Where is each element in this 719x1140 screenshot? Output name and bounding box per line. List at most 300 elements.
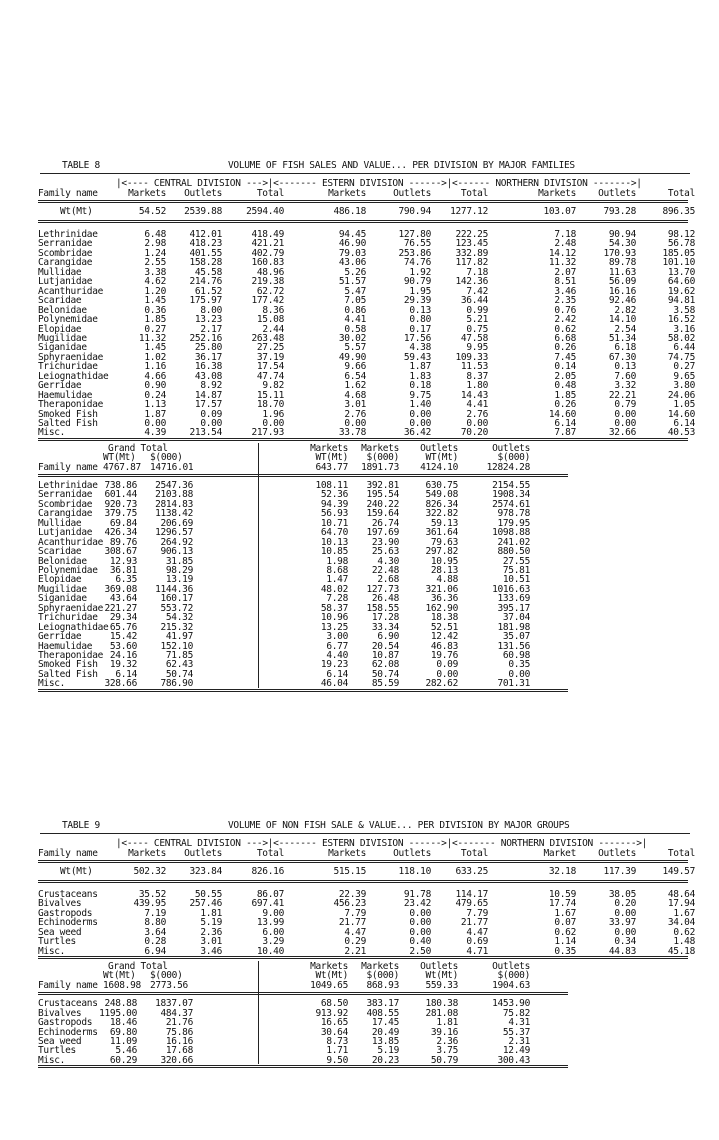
table-cell: 123.45 bbox=[455, 238, 488, 250]
table-cell: 195.54 bbox=[366, 489, 399, 501]
col-header: Total bbox=[667, 188, 695, 199]
table-cell: 27.25 bbox=[256, 342, 284, 354]
table-cell: 23.42 bbox=[403, 898, 431, 910]
table-cell: 0.13 bbox=[409, 304, 431, 316]
table-cell: 43.64 bbox=[109, 593, 137, 605]
table-cell: 17.57 bbox=[194, 399, 222, 411]
table-cell: 0.17 bbox=[409, 323, 431, 335]
table-cell: 6.68 bbox=[554, 332, 576, 344]
totals-header: 1049.65 bbox=[310, 980, 348, 992]
col-header: Markets bbox=[328, 848, 366, 859]
table-cell: 40.53 bbox=[667, 427, 695, 439]
table-cell: 62.43 bbox=[165, 659, 193, 671]
table-cell: 222.25 bbox=[455, 229, 488, 240]
table-cell: 6.77 bbox=[326, 640, 348, 652]
family-name: Theraponidae bbox=[38, 650, 104, 661]
table-cell: 0.27 bbox=[144, 323, 166, 335]
table-cell: 6.00 bbox=[262, 926, 284, 938]
table-cell: 4.88 bbox=[436, 574, 458, 586]
wt-value: 896.35 bbox=[662, 206, 695, 217]
table-cell: 38.05 bbox=[608, 889, 636, 900]
table-cell: 10.87 bbox=[371, 650, 399, 661]
table-cell: 456.23 bbox=[333, 898, 366, 910]
table-cell: 54.30 bbox=[608, 238, 636, 250]
totals-header: $(000) bbox=[497, 451, 530, 463]
table-cell: 17.45 bbox=[371, 1017, 399, 1029]
table-cell: 197.69 bbox=[366, 527, 399, 539]
table-cell: 35.07 bbox=[502, 631, 530, 643]
table-cell: 17.28 bbox=[371, 612, 399, 624]
table-cell: 383.17 bbox=[366, 998, 399, 1010]
wt-value: 515.15 bbox=[333, 866, 366, 877]
table-cell: 0.00 bbox=[409, 907, 431, 919]
wt-value: 790.94 bbox=[398, 206, 431, 217]
wt-value: 826.16 bbox=[251, 866, 284, 877]
table-cell: 162.90 bbox=[425, 602, 458, 614]
table-cell: 1144.36 bbox=[155, 583, 193, 595]
table-cell: 9.50 bbox=[326, 1054, 348, 1066]
table-cell: 2.31 bbox=[508, 1035, 530, 1047]
table-cell: 48.96 bbox=[256, 266, 284, 278]
table-cell: 4.47 bbox=[344, 926, 366, 938]
table-cell: 3.75 bbox=[436, 1045, 458, 1057]
col-header: Total bbox=[667, 848, 695, 859]
table-cell: 36.36 bbox=[430, 593, 458, 605]
family-name: Misc. bbox=[38, 427, 66, 439]
table-cell: 22.39 bbox=[338, 889, 366, 900]
table-cell: 7.19 bbox=[144, 907, 166, 919]
table-cell: 16.16 bbox=[165, 1035, 193, 1047]
totals-family-name: Family name bbox=[38, 461, 98, 473]
table-cell: 175.97 bbox=[189, 295, 222, 307]
table-cell: 1.20 bbox=[144, 285, 166, 297]
table-cell: 300.43 bbox=[497, 1054, 530, 1066]
wt-value: 117.39 bbox=[603, 866, 636, 877]
grand-total-label: Grand Total bbox=[108, 961, 168, 973]
table-label: TABLE 9 bbox=[62, 820, 100, 831]
totals-header: WT(Mt) bbox=[425, 451, 458, 463]
table-cell: 0.09 bbox=[200, 408, 222, 420]
table-cell: 630.75 bbox=[425, 479, 458, 491]
table-cell: 13.70 bbox=[667, 266, 695, 278]
table-cell: 36.42 bbox=[403, 427, 431, 439]
grand-total-label: Grand Total bbox=[108, 442, 168, 454]
table-cell: 264.92 bbox=[160, 536, 193, 548]
table-cell: 7.18 bbox=[466, 266, 488, 278]
table-cell: 76.55 bbox=[403, 238, 431, 250]
totals-header: Markets bbox=[310, 442, 348, 454]
col-header: Outlets bbox=[393, 848, 431, 859]
table-rule bbox=[38, 880, 688, 883]
table-cell: 49.90 bbox=[338, 351, 366, 363]
table-cell: 13.25 bbox=[320, 621, 348, 633]
table-cell: 17.68 bbox=[165, 1045, 193, 1057]
table-cell: 2.68 bbox=[377, 574, 399, 586]
table-cell: 0.62 bbox=[554, 323, 576, 335]
table-cell: 0.75 bbox=[466, 323, 488, 335]
table-cell: 53.60 bbox=[109, 640, 137, 652]
table-cell: 14.43 bbox=[460, 389, 488, 401]
table-cell: 36.17 bbox=[194, 351, 222, 363]
table-cell: 0.86 bbox=[344, 304, 366, 316]
table-cell: 36.81 bbox=[109, 564, 137, 576]
table-cell: 4.39 bbox=[144, 427, 166, 439]
table-cell: 1098.88 bbox=[492, 527, 530, 539]
table-cell: 5.19 bbox=[200, 917, 222, 929]
table-cell: 10.59 bbox=[548, 889, 576, 900]
grand-total-value: 2773.56 bbox=[150, 980, 188, 992]
table-cell: 85.59 bbox=[371, 678, 399, 690]
wt-value: 633.25 bbox=[455, 866, 488, 877]
table-cell: 94.45 bbox=[338, 229, 366, 240]
table-rule bbox=[38, 689, 568, 692]
table-cell: 18.46 bbox=[109, 1017, 137, 1029]
family-name: Misc. bbox=[38, 1054, 66, 1066]
table-cell: 8.92 bbox=[200, 380, 222, 392]
divider-line bbox=[258, 961, 259, 1064]
table-cell: 1.62 bbox=[344, 380, 366, 392]
table-cell: 17.94 bbox=[667, 898, 695, 910]
table-cell: 75.82 bbox=[502, 1007, 530, 1019]
table-cell: 14.60 bbox=[667, 408, 695, 420]
grand-total-wt: 1608.98 bbox=[103, 980, 141, 992]
table-cell: 159.64 bbox=[366, 508, 399, 520]
table-cell: 55.37 bbox=[502, 1026, 530, 1038]
grand-total-value-label: $(000) bbox=[150, 451, 183, 463]
totals-header: Wt(Mt) bbox=[315, 970, 348, 982]
family-name: Trichuridae bbox=[38, 612, 98, 624]
totals-header: 12824.28 bbox=[486, 461, 530, 473]
table-cell: 5.57 bbox=[344, 342, 366, 354]
table-cell: 0.58 bbox=[344, 323, 366, 335]
table-cell: 439.95 bbox=[133, 898, 166, 910]
table-cell: 62.08 bbox=[371, 659, 399, 671]
table-cell: 6.18 bbox=[614, 342, 636, 354]
table-cell: 24.06 bbox=[667, 389, 695, 401]
table-cell: 37.04 bbox=[502, 612, 530, 624]
table-cell: 62.72 bbox=[256, 285, 284, 297]
table-cell: 10.40 bbox=[256, 945, 284, 957]
family-name: Mugilidae bbox=[38, 583, 87, 595]
table-cell: 738.86 bbox=[104, 479, 137, 491]
table-cell: 308.67 bbox=[104, 546, 137, 558]
table-cell: 0.00 bbox=[344, 418, 366, 429]
table-cell: 18.70 bbox=[256, 399, 284, 411]
family-name: Carangidae bbox=[38, 257, 93, 269]
table-cell: 8.51 bbox=[554, 276, 576, 288]
table-cell: 1.92 bbox=[409, 266, 431, 278]
table-cell: 15.08 bbox=[256, 314, 284, 326]
family-name: Turtles bbox=[38, 1045, 76, 1057]
table-cell: 23.90 bbox=[371, 536, 399, 548]
family-name: Haemulidae bbox=[38, 389, 93, 401]
table-cell: 0.26 bbox=[554, 399, 576, 411]
table-cell: 0.79 bbox=[614, 399, 636, 411]
table-cell: 27.55 bbox=[502, 555, 530, 567]
table-cell: 9.66 bbox=[344, 361, 366, 373]
wt-value: 103.07 bbox=[543, 206, 576, 217]
col-header: Outlets bbox=[184, 848, 222, 859]
table-cell: 826.34 bbox=[425, 498, 458, 510]
table-cell: 68.50 bbox=[320, 998, 348, 1010]
table-cell: 1.81 bbox=[436, 1017, 458, 1029]
table-cell: 60.98 bbox=[502, 650, 530, 661]
table-cell: 35.52 bbox=[138, 889, 166, 900]
table-cell: 408.55 bbox=[366, 1007, 399, 1019]
table-cell: 2.76 bbox=[344, 408, 366, 420]
table-cell: 3.46 bbox=[554, 285, 576, 297]
table-cell: 395.17 bbox=[497, 602, 530, 614]
wt-value: 149.57 bbox=[662, 866, 695, 877]
table-cell: 8.73 bbox=[326, 1035, 348, 1047]
family-name: Bivalves bbox=[38, 1007, 82, 1019]
table-cell: 1837.07 bbox=[155, 998, 193, 1010]
division-header: |<---- CENTRAL DIVISION --->|<------- ESTERN DIVISION ------>|<------ NORTHERN DIVISION ------->| bbox=[116, 178, 642, 189]
totals-header: Markets bbox=[361, 961, 399, 973]
table-cell: 64.70 bbox=[320, 527, 348, 539]
table-cell: 1.16 bbox=[144, 361, 166, 373]
table-cell: 41.97 bbox=[165, 631, 193, 643]
family-name: Crustaceans bbox=[38, 998, 98, 1010]
table-cell: 6.90 bbox=[377, 631, 399, 643]
table-cell: 11.32 bbox=[548, 257, 576, 269]
table-cell: 0.80 bbox=[409, 314, 431, 326]
table-cell: 1016.63 bbox=[492, 583, 530, 595]
table-cell: 880.50 bbox=[497, 546, 530, 558]
table-cell: 219.38 bbox=[251, 276, 284, 288]
table-cell: 7.42 bbox=[466, 285, 488, 297]
family-name: Acanthuridae bbox=[38, 536, 104, 548]
division-header: |<---- CENTRAL DIVISION --->|<------- ESTERN DIVISION ------>|<------- NORTHERN DIVISION ------->| bbox=[116, 838, 648, 849]
table-cell: 8.36 bbox=[262, 304, 284, 316]
table-cell: 52.36 bbox=[320, 489, 348, 501]
table-cell: 50.74 bbox=[371, 668, 399, 680]
family-name: Gerridae bbox=[38, 631, 82, 643]
totals-header: Markets bbox=[310, 961, 348, 973]
totals-header: 559.33 bbox=[425, 980, 458, 992]
table-cell: 14.10 bbox=[608, 314, 636, 326]
totals-header: 1891.73 bbox=[361, 461, 399, 473]
table-cell: 52.51 bbox=[430, 621, 458, 633]
table-cell: 1.24 bbox=[144, 247, 166, 259]
table-cell: 25.63 bbox=[371, 546, 399, 558]
col-header: Markets bbox=[128, 848, 166, 859]
grand-total-value: 14716.01 bbox=[150, 461, 194, 473]
table-cell: 11.09 bbox=[109, 1035, 137, 1047]
wt-value: 1277.12 bbox=[450, 206, 488, 217]
table-cell: 58.37 bbox=[320, 602, 348, 614]
table-cell: 56.93 bbox=[320, 508, 348, 520]
table-cell: 4.30 bbox=[377, 555, 399, 567]
table-cell: 17.54 bbox=[256, 361, 284, 373]
table-cell: 1.45 bbox=[144, 342, 166, 354]
table-cell: 31.85 bbox=[165, 555, 193, 567]
table-cell: 46.83 bbox=[430, 640, 458, 652]
table-cell: 10.51 bbox=[502, 574, 530, 586]
table-cell: 4.38 bbox=[409, 342, 431, 354]
wt-value: 54.52 bbox=[138, 206, 166, 217]
table-cell: 7.45 bbox=[554, 351, 576, 363]
grand-total-wt-label: Wt(Mt) bbox=[103, 970, 136, 982]
table-cell: 160.83 bbox=[251, 257, 284, 269]
table-cell: 158.55 bbox=[366, 602, 399, 614]
table-cell: 0.62 bbox=[673, 926, 695, 938]
table-cell: 553.72 bbox=[160, 602, 193, 614]
table-cell: 0.18 bbox=[409, 380, 431, 392]
table-cell: 20.23 bbox=[371, 1054, 399, 1066]
table-cell: 94.39 bbox=[320, 498, 348, 510]
table-cell: 2103.88 bbox=[155, 489, 193, 501]
table-cell: 3.01 bbox=[200, 936, 222, 948]
table-cell: 109.33 bbox=[455, 351, 488, 363]
table-cell: 89.76 bbox=[109, 536, 137, 548]
table-cell: 13.19 bbox=[165, 574, 193, 586]
table-cell: 9.95 bbox=[466, 342, 488, 354]
table-cell: 1.71 bbox=[326, 1045, 348, 1057]
table-cell: 6.48 bbox=[144, 229, 166, 240]
table-rule bbox=[38, 438, 688, 441]
table-cell: 2.42 bbox=[554, 314, 576, 326]
table-cell: 9.75 bbox=[409, 389, 431, 401]
table-cell: 51.57 bbox=[338, 276, 366, 288]
table-cell: 8.80 bbox=[144, 917, 166, 929]
table-cell: 16.52 bbox=[667, 314, 695, 326]
table-cell: 392.81 bbox=[366, 479, 399, 491]
table-cell: 43.06 bbox=[338, 257, 366, 269]
table-title: VOLUME OF FISH SALES AND VALUE... PER DIVISION BY MAJOR FAMILIES bbox=[228, 160, 575, 171]
table-cell: 32.66 bbox=[608, 427, 636, 439]
table-cell: 56.09 bbox=[608, 276, 636, 288]
table-cell: 37.19 bbox=[256, 351, 284, 363]
table-cell: 1.48 bbox=[673, 936, 695, 948]
table-cell: 47.58 bbox=[460, 332, 488, 344]
table-cell: 6.35 bbox=[115, 574, 137, 586]
totals-header: Outlets bbox=[492, 961, 530, 973]
table-cell: 67.30 bbox=[608, 351, 636, 363]
table-cell: 8.68 bbox=[326, 564, 348, 576]
family-name: Acanthuridae bbox=[38, 285, 104, 297]
family-name: Elopidae bbox=[38, 323, 82, 335]
table-title: VOLUME OF NON FISH SALE & VALUE... PER DIVISION BY MAJOR GROUPS bbox=[228, 820, 570, 831]
table-cell: 74.75 bbox=[667, 351, 695, 363]
table-cell: 1.80 bbox=[466, 380, 488, 392]
table-cell: 9.65 bbox=[673, 370, 695, 382]
table-label: TABLE 8 bbox=[62, 160, 100, 171]
grand-total-wt: 4767.87 bbox=[103, 461, 141, 473]
table-cell: 1.02 bbox=[144, 351, 166, 363]
table-cell: 180.38 bbox=[425, 998, 458, 1010]
table-cell: 46.90 bbox=[338, 238, 366, 250]
wt-value: 118.10 bbox=[398, 866, 431, 877]
family-name: Smoked Fish bbox=[38, 408, 98, 420]
table-cell: 2.76 bbox=[466, 408, 488, 420]
wt-value: 323.84 bbox=[189, 866, 222, 877]
wt-value: 32.18 bbox=[548, 866, 576, 877]
table-cell: 60.29 bbox=[109, 1054, 137, 1066]
family-name: Trichuridae bbox=[38, 361, 98, 373]
table-cell: 920.73 bbox=[104, 498, 137, 510]
table-cell: 3.01 bbox=[344, 399, 366, 411]
table-cell: 6.14 bbox=[115, 668, 137, 680]
table-cell: 10.13 bbox=[320, 536, 348, 548]
table-cell: 10.96 bbox=[320, 612, 348, 624]
col-header: Total bbox=[256, 848, 284, 859]
table-cell: 48.64 bbox=[667, 889, 695, 900]
table-cell: 0.62 bbox=[554, 926, 576, 938]
table-cell: 701.31 bbox=[497, 678, 530, 690]
table-cell: 6.94 bbox=[144, 945, 166, 957]
table-cell: 1.87 bbox=[409, 361, 431, 373]
table-cell: 361.64 bbox=[425, 527, 458, 539]
table-cell: 1.05 bbox=[673, 399, 695, 411]
family-name: Sea weed bbox=[38, 1035, 82, 1047]
table-cell: 9.00 bbox=[262, 907, 284, 919]
table-cell: 179.95 bbox=[497, 517, 530, 529]
family-name: Scaridae bbox=[38, 295, 82, 307]
table-rule bbox=[38, 992, 568, 995]
table-cell: 2.98 bbox=[144, 238, 166, 250]
table-cell: 16.38 bbox=[194, 361, 222, 373]
col-header: Markets bbox=[538, 188, 576, 199]
table-cell: 978.78 bbox=[497, 508, 530, 520]
family-name: Lutjanidae bbox=[38, 276, 93, 288]
table-cell: 30.64 bbox=[320, 1026, 348, 1038]
table-cell: 21.77 bbox=[338, 917, 366, 929]
table-cell: 1908.34 bbox=[492, 489, 530, 501]
table-cell: 69.80 bbox=[109, 1026, 137, 1038]
col-header: Total bbox=[256, 188, 284, 199]
table-cell: 1.83 bbox=[409, 370, 431, 382]
family-name: Misc. bbox=[38, 678, 66, 690]
table-cell: 1.47 bbox=[326, 574, 348, 586]
table-cell: 33.78 bbox=[338, 427, 366, 439]
table-cell: 214.76 bbox=[189, 276, 222, 288]
family-name: Scaridae bbox=[38, 546, 82, 558]
table-cell: 12.42 bbox=[430, 631, 458, 643]
table-cell: 4.66 bbox=[144, 370, 166, 382]
table-cell: 6.44 bbox=[673, 342, 695, 354]
wt-value: 2594.40 bbox=[246, 206, 284, 217]
table-cell: 913.92 bbox=[315, 1007, 348, 1019]
table-cell: 45.58 bbox=[194, 266, 222, 278]
col-header: Market bbox=[543, 848, 576, 859]
table-cell: 2.36 bbox=[200, 926, 222, 938]
family-name: Belonidae bbox=[38, 304, 87, 316]
table-cell: 484.37 bbox=[160, 1007, 193, 1019]
table-cell: 328.66 bbox=[104, 678, 137, 690]
table-cell: 5.47 bbox=[344, 285, 366, 297]
table-cell: 402.79 bbox=[251, 247, 284, 259]
table-cell: 117.82 bbox=[455, 257, 488, 269]
col-header: Outlets bbox=[598, 188, 636, 199]
table-cell: 2.50 bbox=[409, 945, 431, 957]
table-cell: 1138.42 bbox=[155, 508, 193, 520]
family-name: Mullidae bbox=[38, 517, 82, 529]
table-cell: 0.26 bbox=[554, 342, 576, 354]
family-name: Mullidae bbox=[38, 266, 82, 278]
table-cell: 1.85 bbox=[554, 389, 576, 401]
table-cell: 7.79 bbox=[344, 907, 366, 919]
table-cell: 59.13 bbox=[430, 517, 458, 529]
table-cell: 127.73 bbox=[366, 583, 399, 595]
table-cell: 549.08 bbox=[425, 489, 458, 501]
table-cell: 426.34 bbox=[104, 527, 137, 539]
table-cell: 11.63 bbox=[608, 266, 636, 278]
table-cell: 7.28 bbox=[326, 593, 348, 605]
table-cell: 50.74 bbox=[165, 668, 193, 680]
col-header: Markets bbox=[128, 188, 166, 199]
table-cell: 12.93 bbox=[109, 555, 137, 567]
